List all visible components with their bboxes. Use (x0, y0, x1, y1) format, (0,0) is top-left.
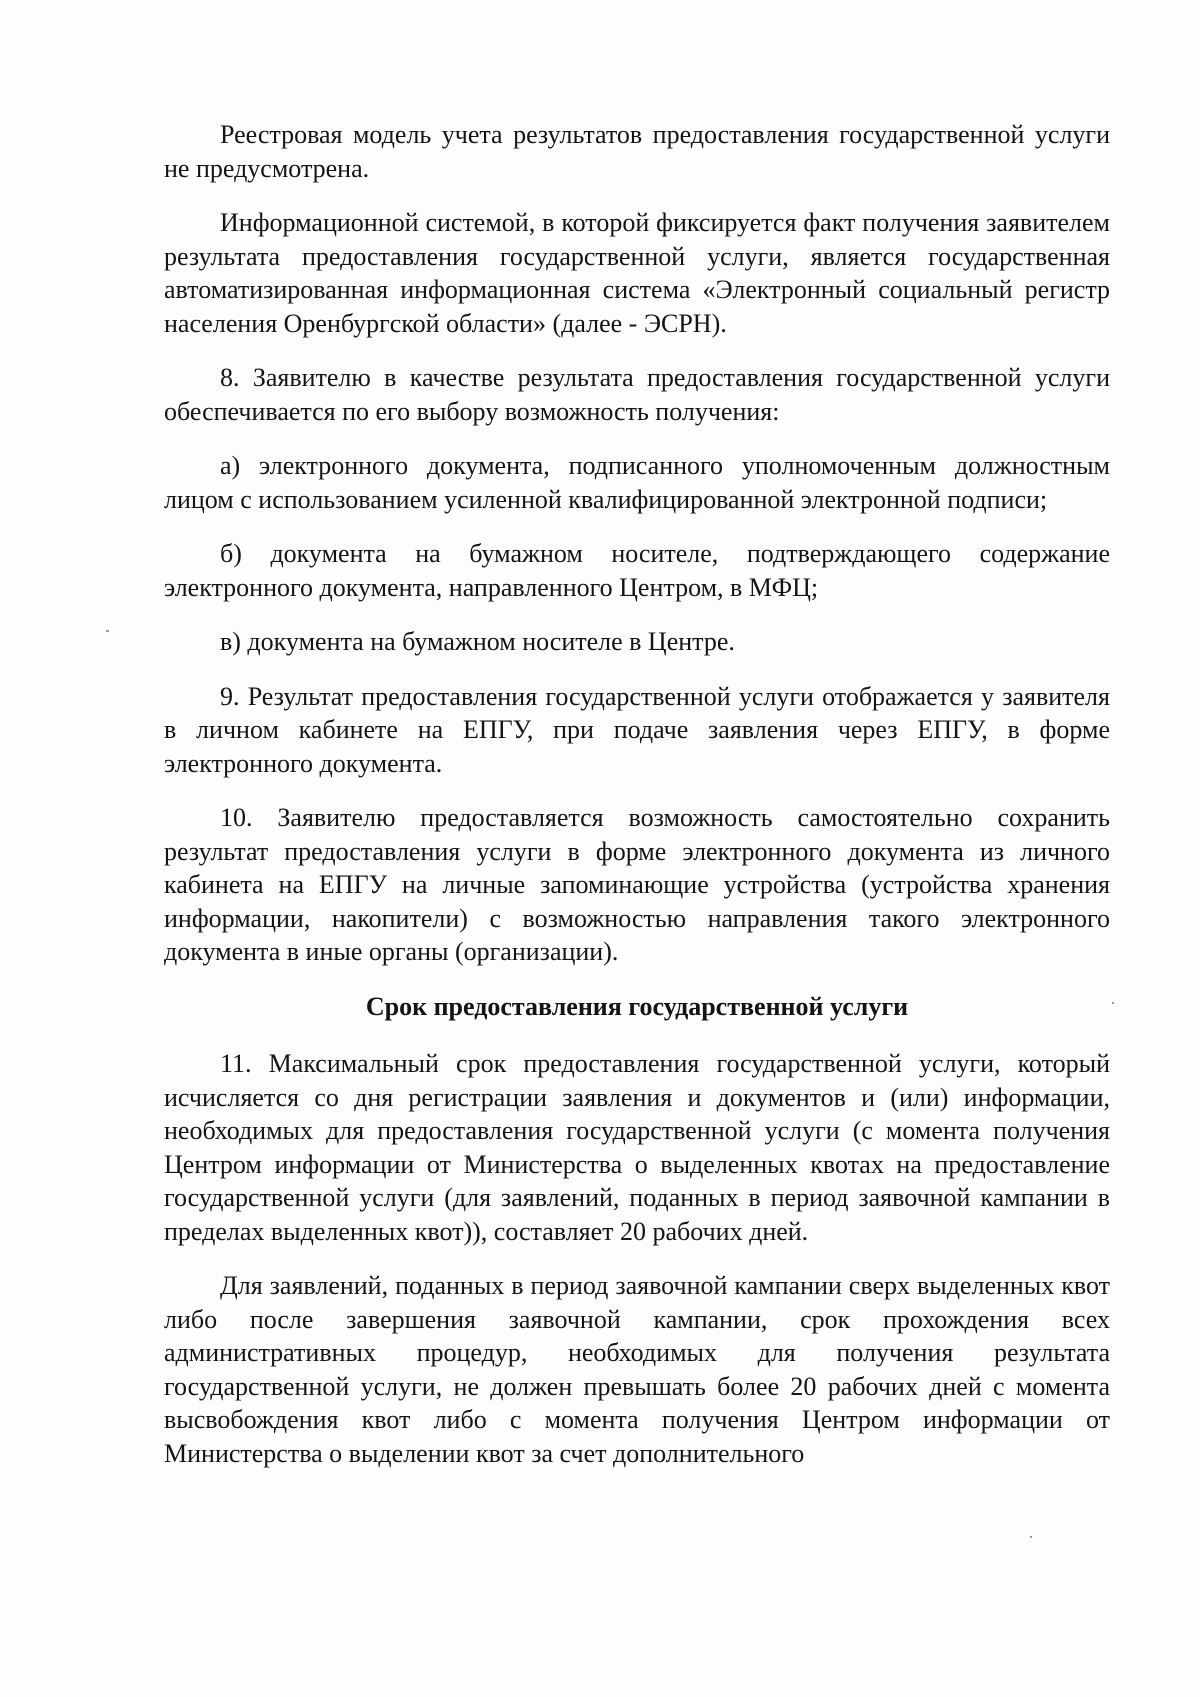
paragraph-item-8c: в) документа на бумажном носителе в Центре. (220, 627, 735, 656)
paragraph-item-8a: а) электронного документа, подписанного уполномоченным должностным лицом с использованием усиленной квалифицированной электронной подписи; (164, 451, 1110, 514)
paragraph-item-11: 11. Максимальный срок предоставления государственной услуги, который исчисляется со дня регистрации заявления и документов и (или) информации, необходимых для предоставления государственной услуги (с момента получения Центром информации от Министерства о выделенных квотах на предоставление государственной услуги (для заявлений, поданных в период заявочной кампании в пределах выделенных квот)), составляет 20 рабочих дней. (164, 1049, 1110, 1246)
paragraph-quota-applications: Для заявлений, поданных в период заявочной кампании сверх выделенных квот либо после завершения заявочной кампании, срок прохождения всех административных процедур, необходимых для получения результата государственной услуги, не должен превышать более 20 рабочих дней с момента высвобождения квот либо с момента получения Центром информации от Министерства о выделении квот за счет дополнительного (164, 1271, 1110, 1468)
paragraph-item-8b: б) документа на бумажном носителе, подтверждающего содержание электронного документа, направленного Центром, в МФЦ; (164, 539, 1110, 602)
section-heading: Срок предоставления государственной услуги (365, 991, 909, 1021)
paragraph-item-10: 10. Заявителю предоставляется возможность самостоятельно сохранить результат предоставления услуги в форме электронного документа из личного кабинета на ЕПГУ на личные запоминающие устройства (устройства хранения информации, накопители) с возможностью направления такого электронного документа в иные органы (организации). (164, 803, 1110, 966)
paragraph-item-9: 9. Результат предоставления государственной услуги отображается у заявителя в личном кабинете на ЕПГУ, при подаче заявления через ЕПГУ, в форме электронного документа. (164, 681, 1110, 778)
paragraph-information-system: Информационной системой, в которой фиксируется факт получения заявителем результата предоставления государственной услуги, является государственная автоматизированная информационная система «Электронный социальный регистр населения Оренбургской области» (далее - ЭСРН). (164, 208, 1110, 338)
paragraph-item-8: 8. Заявителю в качестве результата предоставления государственной услуги обеспечивается по его выбору возможность получения: (164, 363, 1110, 426)
scan-speck (106, 630, 109, 632)
scan-speck (1112, 1002, 1114, 1004)
paragraph-registry-model: Реестровая модель учета результатов предоставления государственной услуги не предусмотрена. (164, 120, 1110, 183)
scan-speck (1030, 1536, 1032, 1538)
